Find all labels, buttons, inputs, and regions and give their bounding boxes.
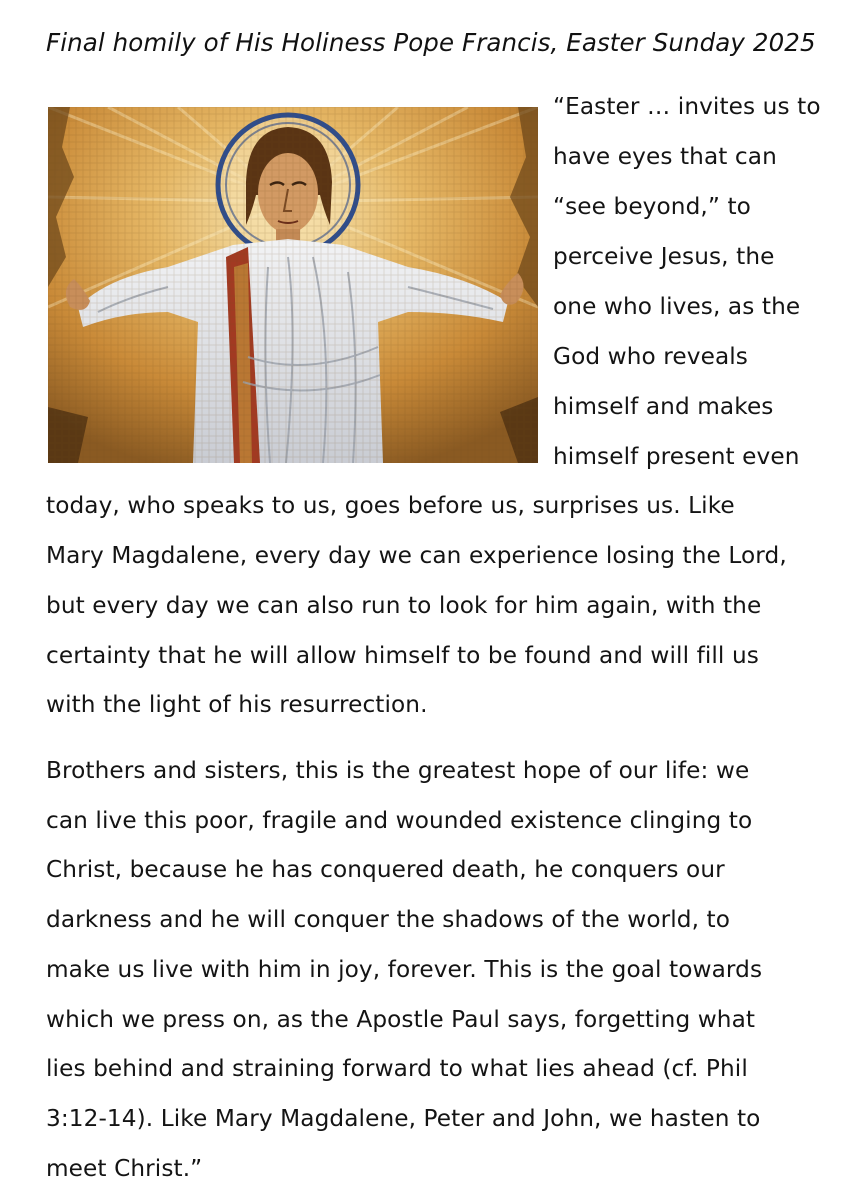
risen-christ-mosaic-image [48,107,538,463]
text-line: certainty that he will allow himself to be found and will fill us [46,642,759,669]
text-line: but every day we can also run to look for him again, with the [46,592,762,619]
text-line: himself present even [553,443,800,470]
text-line: Mary Magdalene, every day we can experience losing the Lord, [46,542,787,569]
text-line: 3:12-14). Like Mary Magdalene, Peter and John, we hasten to [46,1105,761,1132]
text-line: perceive Jesus, the [553,243,775,270]
text-line: meet Christ.” [46,1155,203,1182]
text-line: Christ, because he has conquered death, he conquers our [46,856,725,883]
text-line: with the light of his resurrection. [46,691,428,718]
text-line: today, who speaks to us, goes before us, surprises us. Like [46,492,735,519]
text-line: God who reveals [553,343,748,370]
text-line: one who lives, as the [553,293,801,320]
text-line: can live this poor, fragile and wounded existence clinging to [46,807,753,834]
text-line: lies behind and straining forward to what lies ahead (cf. Phil [46,1055,748,1082]
text-line: himself and makes [553,393,774,420]
text-line: make us live with him in joy, forever. This is the goal towards [46,956,763,983]
document-title: Final homily of His Holiness Pope Francis, Easter Sunday 2025 [46,28,816,57]
text-line: “Easter … invites us to [553,93,821,120]
text-line: Brothers and sisters, this is the greatest hope of our life: we [46,757,750,784]
text-line: “see beyond,” to [553,193,751,220]
text-line: have eyes that can [553,143,777,170]
text-line: darkness and he will conquer the shadows of the world, to [46,906,731,933]
text-line: which we press on, as the Apostle Paul says, forgetting what [46,1006,756,1033]
